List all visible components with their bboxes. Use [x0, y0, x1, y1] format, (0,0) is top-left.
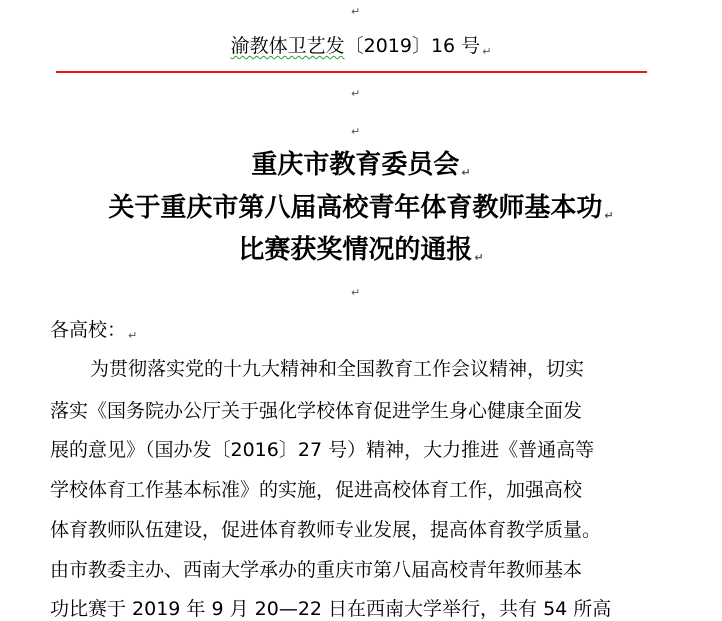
body-line: 落实《国务院办公厅关于强化学校体育促进学生身心健康全面发: [50, 400, 583, 422]
salutation: 各高校： ↵: [50, 319, 138, 342]
title-line-1: 重庆市教育委员会 ↵: [251, 150, 471, 180]
paragraph-mark: ↵: [128, 329, 138, 342]
document-number-prefix: 渝教体卫艺发: [230, 35, 345, 57]
title-line-3: 比赛获奖情况的通报 ↵: [238, 235, 484, 265]
body-line: 体育教师队伍建设，促进体育教师专业发展，提高体育教学质量。: [50, 519, 602, 541]
paragraph-mark: ↵: [461, 166, 471, 179]
document-number-rest: 〔2019〕16 号: [344, 35, 481, 57]
paragraph-mark: ↵: [474, 251, 484, 264]
paragraph-mark: ↵: [482, 45, 492, 58]
paragraph-mark: ↵: [351, 286, 361, 299]
body-line: 学校体育工作基本标准》的实施，促进高校体育工作，加强高校: [50, 479, 583, 501]
title-line-2: 关于重庆市第八届高校青年体育教师基本功 ↵: [108, 193, 614, 223]
paragraph-mark: ↵: [604, 209, 614, 222]
red-header-rule: [56, 71, 647, 73]
body-line: 功比赛于 2019 年 9 月 20—22 日在西南大学举行，共有 54 所高: [50, 598, 612, 620]
body-line: 为贯彻落实党的十九大精神和全国教育工作会议精神，切实: [90, 358, 585, 380]
body-line: 展的意见》（国办发〔2016〕27 号）精神，大力推进《普通高等: [50, 439, 595, 461]
document-number: [0, 34, 722, 64]
paragraph-mark: ↵: [351, 5, 361, 18]
body-line: 由市教委主办、西南大学承办的重庆市第八届高校青年教师基本: [50, 559, 583, 581]
paragraph-mark: ↵: [351, 125, 361, 138]
paragraph-mark: ↵: [351, 87, 361, 100]
